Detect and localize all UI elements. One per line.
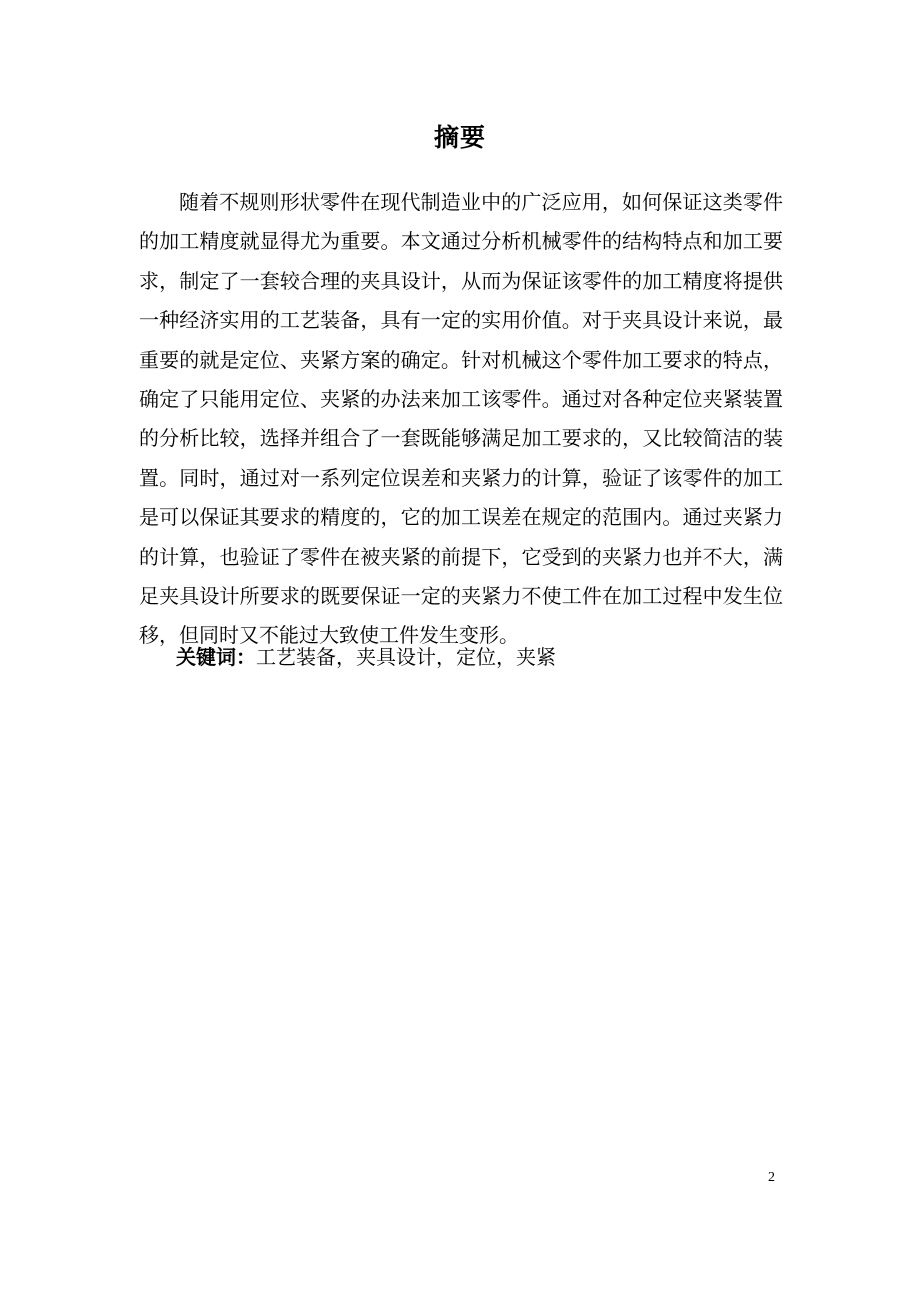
page-title: 摘要 — [433, 123, 486, 152]
page-number: 2 — [768, 1170, 775, 1185]
abstract-paragraph: 随着不规则形状零件在现代制造业中的广泛应用，如何保证这类零件的加工精度就显得尤为重要。本文通过分析机械零件的结构特点和加工要求，制定了一套较合理的夹具设计，从而为保证该零件的加工精度将提供一种经济实用的工艺装备，具有一定的实用价值。对于夹具设计来说，最重要的就是定位、夹紧方案的确定。针对机械这个零件加工要求的特点，确定了只能用定位、夹紧的办法来加工该零件。通过对各种定位夹紧装置的分析比较，选择并组合了一套既能够满足加工要求的，又比较简洁的装置。同时，通过对一系列定位误差和夹紧力的计算，验证了该零件的加工是可以保证其要求的精度的，它的加工误差在规定的范围内。通过夹紧力的计算，也验证了零件在被夹紧的前提下，它受到的夹紧力也并不大，满足夹具设计所要求的既要保证一定的夹紧力不使工件在加工过程中发生位移，但同时又不能过大致使工件发生变形。 — [139, 190, 783, 648]
keywords-line — [176, 640, 776, 674]
keywords-value: 工艺装备，夹具设计，定位，夹紧 — [256, 645, 556, 669]
keywords-label: 关键词： — [176, 645, 256, 669]
